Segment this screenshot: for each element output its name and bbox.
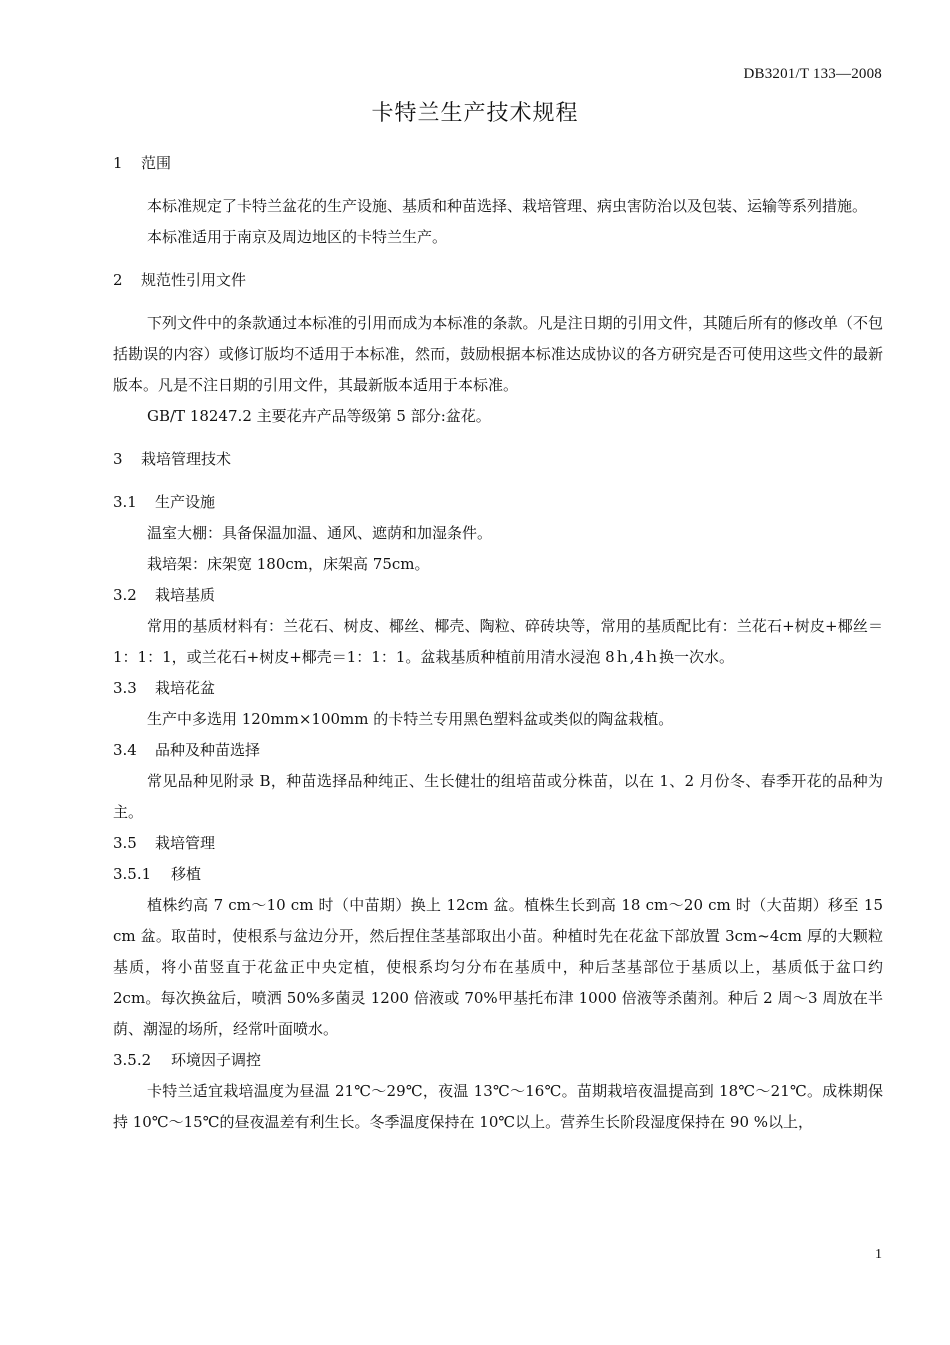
subsection-title: 品种及种苗选择 [155, 741, 261, 759]
subsection-title: 生产设施 [155, 493, 216, 511]
subsection-number: 3.5 [113, 834, 137, 852]
subsection-heading-3-5-2 [113, 1045, 883, 1076]
paragraph: 卡特兰适宜栽培温度为昼温 21℃～29℃，夜温 13℃～16℃。苗期栽培夜温提高到 18℃～21℃。成株期保持 10℃～15℃的昼夜温差有利生长。冬季温度保持在 10℃以上。营养生长阶段湿度保持在 90 %以上， [113, 1082, 883, 1131]
paragraph: 温室大棚：具备保温加温、通风、遮荫和加湿条件。 [147, 524, 493, 542]
subsection-title: 栽培基质 [155, 586, 216, 604]
paragraph: 植株约高 7 cm～10 cm 时（中苗期）换上 12cm 盆。植株生长到高 18 cm～20 cm 时（大苗期）移至 15 cm 盆。取苗时，使根系与盆边分开，然后捏住茎基部取出小苗。种植时先在花盆下部放置 3cm~4cm 厚的大颗粒基质，将小苗竖直于花盆正中央定植，使根系均匀分布在基质中，种后茎基部位于基质以上，基质低于盆口约 2cm。每次换盆后，喷洒 50%多菌灵 1200 倍液或 70%甲基托布津 1000 倍液等杀菌剂。种后 2 周～3 周放在半荫、潮湿的场所，经常叶面喷水。 [113, 896, 883, 1038]
document-code: DB3201/T 133—2008 [743, 66, 882, 82]
paragraph: 本标准规定了卡特兰盆花的生产设施、基质和种苗选择、栽培管理、病虫害防治以及包装、运输等系列措施。 [147, 197, 868, 215]
subsection-title: 环境因子调控 [171, 1051, 262, 1069]
section-heading-3 [113, 444, 883, 475]
section-title: 规范性引用文件 [141, 271, 247, 289]
paragraph: 栽培架：床架宽 180cm，床架高 75cm。 [147, 555, 430, 573]
page-title: 卡特兰生产技术规程 [371, 101, 579, 126]
subsection-number: 3.3 [113, 679, 137, 697]
subsection-number: 3.4 [113, 741, 137, 759]
subsection-heading-3-1 [113, 487, 883, 518]
paragraph: 下列文件中的条款通过本标准的引用而成为本标准的条款。凡是注日期的引用文件，其随后所有的修改单（不包括勘误的内容）或修订版均不适用于本标准，然而，鼓励根据本标准达成协议的各方研究是否可使用这些文件的最新版本。凡是不注日期的引用文件，其最新版本适用于本标准。 [113, 314, 883, 394]
subsection-title: 栽培花盆 [155, 679, 216, 697]
paragraph: 常见品种见附录 B，种苗选择品种纯正、生长健壮的组培苗或分株苗，以在 1、2 月份冬、春季开花的品种为主。 [113, 772, 883, 821]
subsection-number: 3.5.1 [113, 865, 152, 883]
section-title: 栽培管理技术 [141, 450, 232, 468]
section-title: 范围 [141, 154, 172, 172]
paragraph: 常用的基质材料有：兰花石、树皮、椰丝、椰壳、陶粒、碎砖块等，常用的基质配比有：兰花石+树皮+椰丝＝1：1：1，或兰花石+树皮+椰壳＝1：1：1。盆栽基质种植前用清水浸泡 8ｈ,4ｈ换一次水。 [113, 617, 883, 666]
subsection-heading-3-2 [113, 580, 883, 611]
paragraph: 本标准适用于南京及周边地区的卡特兰生产。 [147, 228, 448, 246]
subsection-heading-3-4 [113, 735, 883, 766]
paragraph: 生产中多选用 120mm×100mm 的卡特兰专用黑色塑料盆或类似的陶盆栽植。 [147, 710, 674, 728]
subsection-heading-3-5-1 [113, 859, 883, 890]
subsection-number: 3.2 [113, 586, 137, 604]
section-heading-2 [113, 265, 883, 296]
section-number: 2 [113, 271, 123, 289]
subsection-number: 3.1 [113, 493, 137, 511]
reference-item: GB/T 18247.2 主要花卉产品等级第 5 部分:盆花。 [147, 407, 491, 425]
section-heading-1 [113, 148, 883, 179]
subsection-title: 栽培管理 [155, 834, 216, 852]
subsection-title: 移植 [171, 865, 202, 883]
subsection-heading-3-5 [113, 828, 883, 859]
section-number: 3 [113, 450, 123, 468]
document-body [113, 148, 883, 1138]
page-number: 1 [875, 1247, 882, 1262]
section-number: 1 [113, 154, 123, 172]
subsection-heading-3-3 [113, 673, 883, 704]
subsection-number: 3.5.2 [113, 1051, 152, 1069]
